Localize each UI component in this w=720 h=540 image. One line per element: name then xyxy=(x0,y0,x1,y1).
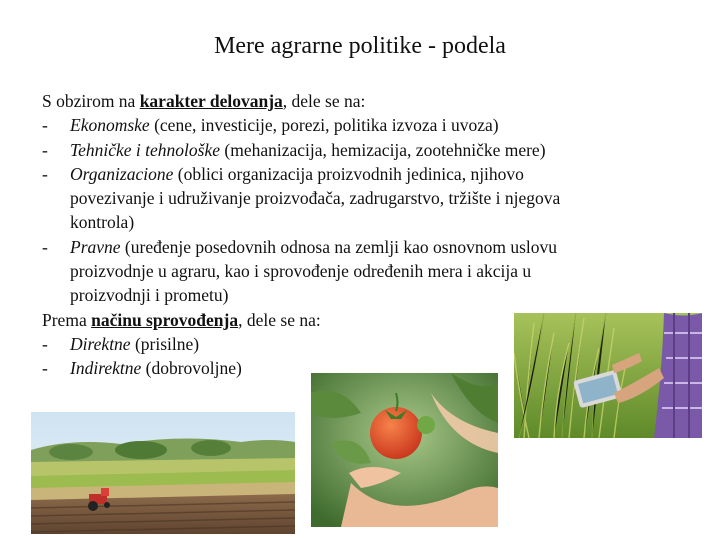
section-intro-karakter xyxy=(42,89,682,113)
bullet-dash: - xyxy=(42,139,48,160)
bullet-continuation: proizvodnji i prometu) xyxy=(70,285,229,306)
bullet-continuation: proizvodnje u agraru, kao i sprovođenje određenih mera i akcija u xyxy=(70,261,532,282)
bullet-text: (uređenje posedovnih odnosa na zemlji kao osnovnom uslovu xyxy=(120,236,557,257)
bullet-term: Pravne xyxy=(70,236,121,257)
intro-text-end: , dele se na: xyxy=(238,309,321,330)
bullet-term: Indirektne xyxy=(70,358,142,379)
bullet-term: Direktne xyxy=(70,333,131,354)
bullet-continuation: povezivanje i udruživanje proizvođača, zadrugarstvo, tržište i njegova xyxy=(70,188,561,209)
bullet-text: (cene, investicije, porezi, politika izvoza i uvoza) xyxy=(149,115,499,136)
list-item xyxy=(42,138,682,162)
tomato-photo xyxy=(311,373,498,527)
list-item xyxy=(42,162,682,235)
intro-text: Prema xyxy=(42,309,92,330)
bullet-text: (oblici organizacija proizvodnih jedinica, njihovo xyxy=(173,163,524,184)
bullet-dash: - xyxy=(42,163,48,184)
bullet-term: Ekonomske xyxy=(70,115,150,136)
intro-text-end: , dele se na: xyxy=(282,91,366,111)
bullet-dash: - xyxy=(42,115,48,136)
bullet-dash: - xyxy=(42,236,48,257)
intro-bold-text: načinu sprovođenja xyxy=(91,309,239,330)
intro-bold-text: karakter delovanja xyxy=(139,91,283,111)
tablet-field-photo xyxy=(514,313,702,438)
intro-text: S obzirom na xyxy=(42,91,140,111)
slide-title: Mere agrarne politike - podela xyxy=(214,33,506,59)
list-item xyxy=(42,113,682,137)
bullet-text: (mehanizacija, hemizacija, zootehničke mere) xyxy=(220,139,546,160)
bullet-continuation: kontrola) xyxy=(70,212,135,233)
bullet-dash: - xyxy=(42,333,48,354)
bullet-text: (prisilne) xyxy=(130,333,200,354)
bullet-text: (dobrovoljne) xyxy=(141,358,242,379)
farm-field-photo xyxy=(31,412,295,534)
bullet-term: Organizacione xyxy=(70,163,174,184)
list-item xyxy=(42,235,682,308)
bullet-term: Tehničke i tehnološke xyxy=(70,139,221,160)
bullet-dash: - xyxy=(42,358,48,379)
